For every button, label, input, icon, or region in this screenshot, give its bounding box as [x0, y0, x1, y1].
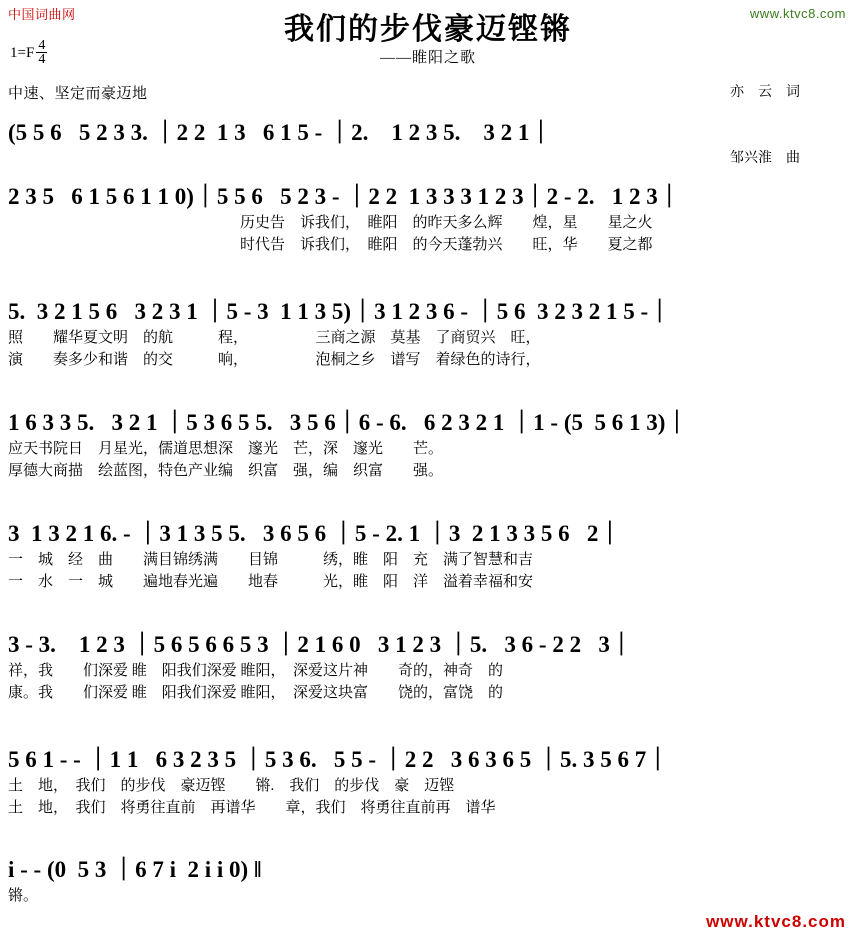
lyric-line-verse1: 一 城 经 曲 满目锦绣满 目锦 绣，睢 阳 充 满了智慧和吉 — [8, 552, 534, 568]
music-system-4 — [0, 408, 856, 482]
site-url-top: www.ktvc8.com — [749, 6, 846, 21]
lyric-line-verse1: 照 耀华夏文明 的航 程， 三商之源 莫基 了商贸兴 旺， — [8, 330, 541, 346]
site-url-bottom: www.ktvc8.com — [706, 912, 846, 931]
notation-line: 3 - 3. 1 2 3 ｜5 6 5 6 6 5 3 ｜2 1 6 0 3 1 2 3 ｜5. 3 6 - 2 2 3｜ — [8, 632, 633, 657]
music-system-2 — [0, 182, 856, 256]
lyric-line-verse2: 一 水 一 城 遍地春光遍 地春 光，睢 阳 洋 溢着幸福和安 — [8, 574, 534, 590]
music-system-8 — [0, 855, 856, 907]
notation-line: 5. 3 2 1 5 6 3 2 3 1 ｜5 - 3 1 1 3 5)｜3 1 2 3 6 - ｜5 6 3 2 3 2 1 5 -｜ — [8, 299, 672, 324]
music-system-1 — [0, 118, 856, 148]
tempo-marking: 中速、坚定而豪迈地 — [8, 86, 148, 102]
notation-line: 2 3 5 6 1 5 6 1 1 0)｜5 5 6 5 2 3 - ｜2 2 1 3 3 3 1 2 3｜2 - 2. 1 2 3｜ — [8, 184, 681, 209]
lyric-line-verse1: 锵。 — [8, 888, 39, 904]
song-subtitle: ——睢阳之歌 — [379, 50, 476, 66]
lyricist-credit: 亦 云 词 — [730, 85, 800, 100]
notation-line: 5 6 1 - - ｜1 1 6 3 2 3 5 ｜5 3 6. 5 5 - ｜2 2 3 6 3 6 5 ｜5. 3 5 6 7｜ — [8, 747, 670, 772]
music-system-7 — [0, 745, 856, 819]
lyric-line-verse2: 土 地， 我们 将勇往直前 再谱华 章，我们 将勇往直前再 谱华 — [8, 800, 496, 816]
notation-line: 1 6 3 3 5. 3 2 1 ｜5 3 6 5 5. 3 5 6｜6 - 6. 6 2 3 2 1 ｜1 - (5 5 6 1 3)｜ — [8, 410, 689, 435]
lyric-line-verse2: 演 奏多少和谐 的交 响， 泡桐之乡 谱写 着绿色的诗行， — [8, 352, 541, 368]
lyric-line-verse1: 应天书院日 月星光，儒道思想深 邃光 芒，深 邃光 芒。 — [8, 441, 444, 457]
time-signature — [36, 39, 47, 66]
music-system-3 — [0, 297, 856, 371]
notation-line: (5 5 6 5 2 3 3. ｜2 2 1 3 6 1 5 - ｜2. 1 2 3 5. 3 2 1｜ — [8, 120, 553, 145]
music-system-6 — [0, 630, 856, 704]
lyric-line-verse1: 祥，我 们深爱 睢 阳我们深爱 睢阳， 深爱这片神 奇的，神奇 的 — [8, 663, 504, 679]
notation-line: 3 1 3 2 1 6. - ｜3 1 3 5 5. 3 6 5 6 ｜5 - 2. 1 ｜3 2 1 3 3 5 6 2｜ — [8, 521, 622, 546]
time-signature-numerator: 4 — [38, 38, 46, 53]
lyric-line-verse1: 土 地， 我们 的步伐 豪迈铿 锵. 我们 的步伐 豪 迈铿 — [8, 778, 455, 794]
notation-line: i - - (0 5 3 ｜6 7 i 2 i i 0) ‖ — [8, 857, 262, 882]
lyric-line-verse2: 厚德大商描 绘蓝图，特色产业编 织富 强，编 织富 强。 — [8, 463, 444, 479]
music-system-5 — [0, 519, 856, 593]
lyric-line-verse2: 康。我 们深爱 睢 阳我们深爱 睢阳， 深爱这块富 饶的，富饶 的 — [8, 685, 504, 701]
lyric-line-verse2: 时代告 诉我们， 睢阳 的今天蓬勃兴 旺，华 夏之都 — [240, 237, 653, 253]
song-title: 我们的步伐豪迈铿锵 — [284, 13, 572, 46]
composer-credit: 邹兴淮 曲 — [730, 151, 800, 166]
lyric-line-verse1: 历史告 诉我们， 睢阳 的昨天多么辉 煌，星 星之火 — [240, 215, 653, 231]
key-signature: 1=F — [10, 44, 35, 61]
key-and-meter — [10, 40, 47, 67]
time-signature-denominator: 4 — [38, 52, 46, 67]
site-name-left: 中国词曲网 — [8, 7, 76, 22]
